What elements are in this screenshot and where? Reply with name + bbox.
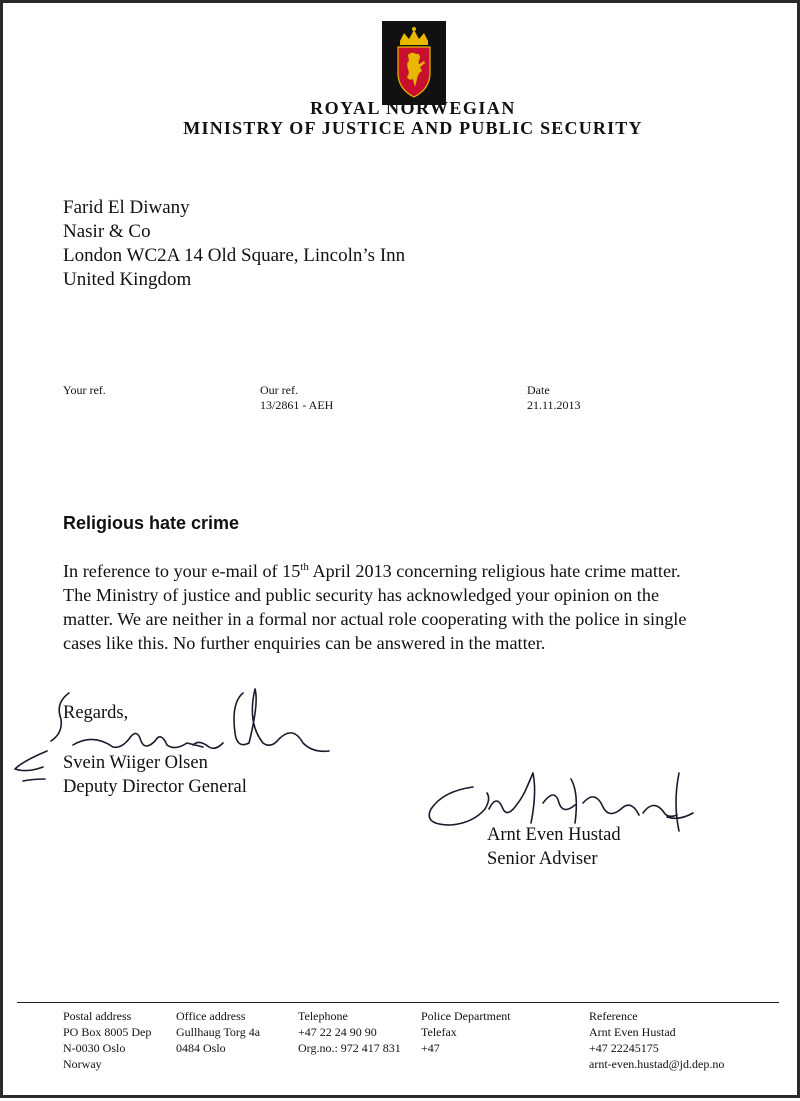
- reference-name: Arnt Even Hustad: [589, 1025, 676, 1039]
- body-line-4: cases like this. No further enquiries can be answered in the matter.: [63, 633, 546, 653]
- letter-body: [63, 559, 778, 655]
- your-ref: [63, 383, 106, 398]
- date-value: 21.11.2013: [527, 398, 581, 412]
- recipient-company: Nasir & Co: [63, 221, 151, 242]
- office-line-1: Gullhaug Torg 4a: [176, 1025, 261, 1039]
- office-label: Office address: [176, 1009, 246, 1023]
- ministry-name-line1: ROYAL NORWEGIAN: [310, 98, 516, 118]
- ordinal-suffix: th: [300, 561, 309, 573]
- signer-1: [63, 751, 247, 799]
- reference-email: arnt-even.hustad@jd.dep.no: [589, 1057, 725, 1071]
- org-number: Org.no.: 972 417 831: [298, 1041, 401, 1055]
- our-ref-value: 13/2861 - AEH: [260, 398, 334, 412]
- recipient-street: London WC2A 14 Old Square, Lincoln’s Inn: [63, 245, 406, 266]
- ministry-name-line2: MINISTRY OF JUSTICE AND PUBLIC SECURITY: [183, 118, 643, 138]
- office-line-2: 0484 Oslo: [176, 1041, 226, 1055]
- letter-subject: Religious hate crime: [63, 513, 240, 533]
- footer-reference: [589, 1008, 724, 1072]
- closing-regards: Regards,: [63, 703, 129, 723]
- letter-date: [527, 383, 581, 413]
- body-line-2: The Ministry of justice and public security has acknowledged your opinion on the: [63, 585, 660, 605]
- recipient-country: United Kingdom: [63, 269, 192, 290]
- body-line-1-end: April 2013 concerning religious hate crime matter.: [308, 561, 681, 581]
- footer-office-address: [176, 1008, 260, 1056]
- our-ref: [260, 383, 333, 413]
- date-label: Date: [527, 383, 550, 397]
- telefax-number: +47: [421, 1041, 440, 1055]
- body-line-1: [63, 559, 778, 583]
- coat-of-arms-logo: [382, 21, 446, 105]
- our-ref-label: Our ref.: [260, 383, 298, 397]
- your-ref-label: Your ref.: [63, 383, 106, 397]
- recipient-address: [63, 196, 405, 292]
- telephone-number: +47 22 24 90 90: [298, 1025, 377, 1039]
- police-label: Police Department: [421, 1009, 511, 1023]
- postal-label: Postal address: [63, 1009, 132, 1023]
- footer-postal-address: [63, 1008, 151, 1072]
- recipient-name: Farid El Diwany: [63, 197, 190, 218]
- postal-line-1: PO Box 8005 Dep: [63, 1025, 152, 1039]
- body-line-3: matter. We are neither in a formal nor actual role cooperating with the police in single: [63, 609, 687, 629]
- postal-line-3: Norway: [63, 1057, 102, 1071]
- footer-divider: [17, 1002, 779, 1003]
- reference-phone: +47 22245175: [589, 1041, 659, 1055]
- handwritten-signatures: [3, 3, 800, 1101]
- telefax-label: Telefax: [421, 1025, 457, 1039]
- signer-1-title: Deputy Director General: [63, 777, 247, 797]
- signature-2: [429, 773, 534, 825]
- signer-2-name: Arnt Even Hustad: [487, 825, 621, 845]
- body-line-1-start: In reference to your e-mail of 15: [63, 561, 301, 581]
- footer-telephone: [298, 1008, 401, 1056]
- telephone-label: Telephone: [298, 1009, 348, 1023]
- signer-1-name: Svein Wiiger Olsen: [63, 753, 208, 773]
- signer-2: [487, 823, 621, 871]
- footer-police-department: [421, 1008, 511, 1056]
- reference-label: Reference: [589, 1009, 638, 1023]
- postal-line-2: N-0030 Oslo: [63, 1041, 126, 1055]
- signer-2-title: Senior Adviser: [487, 849, 598, 869]
